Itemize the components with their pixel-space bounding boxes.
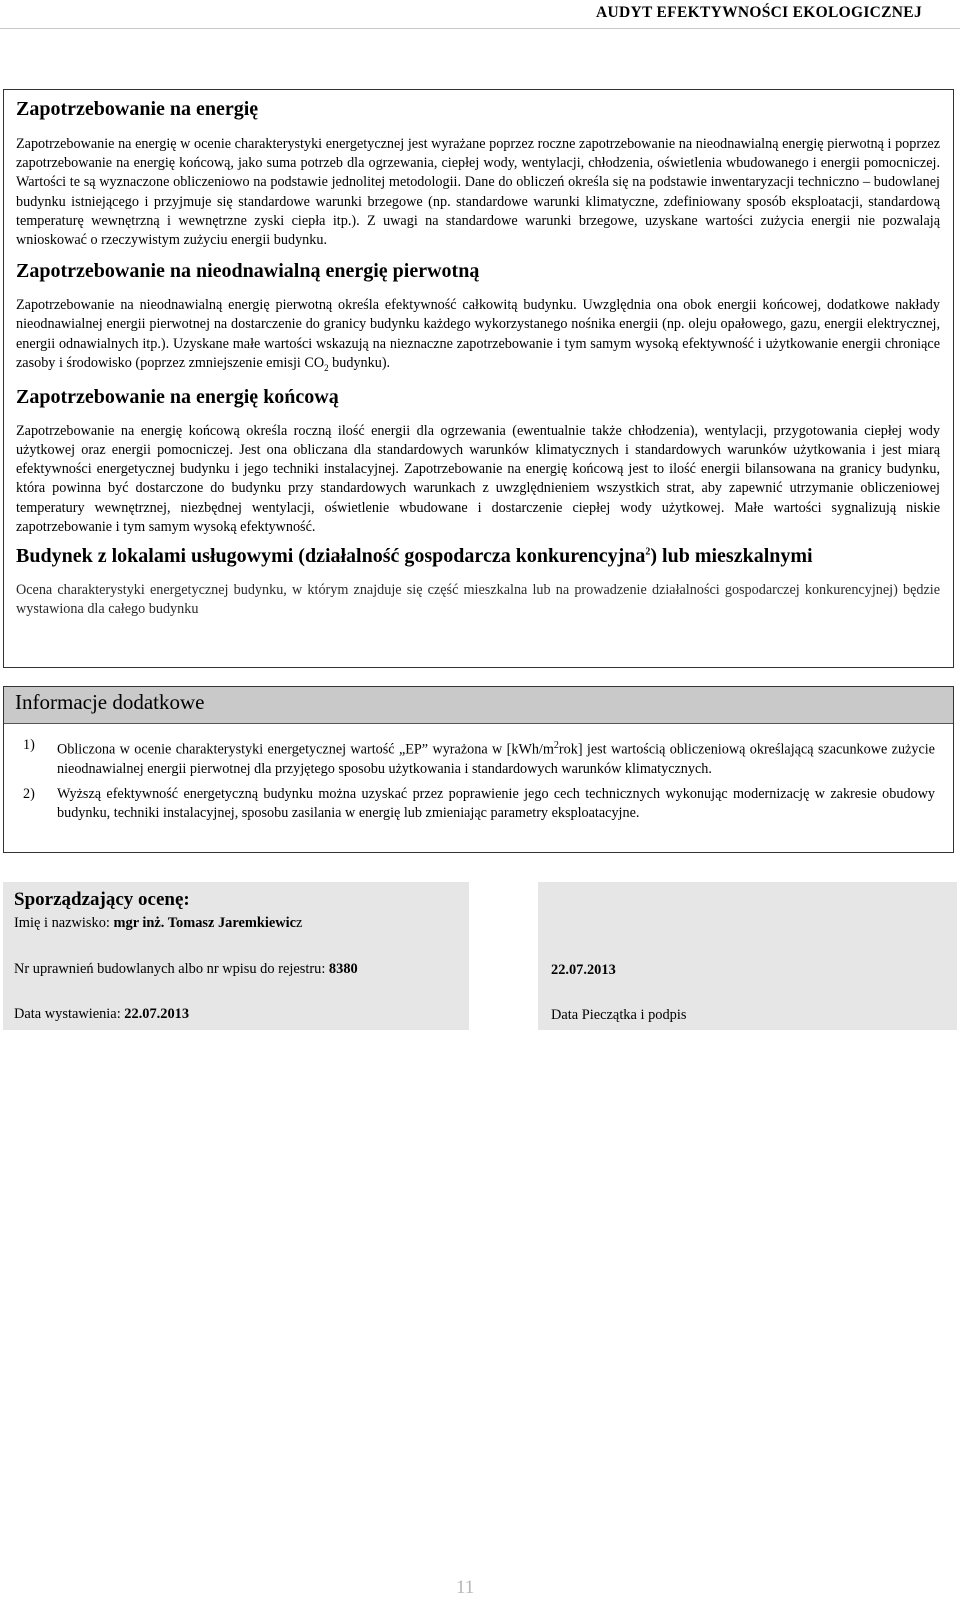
signature-date: 22.07.2013: [551, 962, 616, 978]
assessor-name: Imię i nazwisko: mgr inż. Tomasz Jaremkiewicz: [14, 915, 303, 931]
mixed-building-heading: Budynek z lokalami usługowymi (działalność gospodarcza konkurencyjna$^2$) lub mieszkalnymi: [16, 545, 813, 568]
list-item-number: 2): [23, 786, 35, 803]
license-number: Nr uprawnień budowlanych albo nr wpisu do rejestru: 8380: [14, 961, 358, 977]
energy-heading: Zapotrzebowanie na energię: [16, 98, 259, 120]
list-item: 1) Obliczona w ocenie charakterystyki energetycznej wartość „EP” wyrażona w $[kWh/m^2rok]$ jest wartością obliczeniową określającą szacunkowe zużycie nieodnawialnej energii pierwotnej dla przyjętego sposobu użytkowania i standardowych warunków klimatycznych.: [23, 737, 935, 777]
mixed-building-text: Ocena charakterystyki energetycznej budynku, w którym znajduje się część mieszkalna lub na prowadzenie działalności gospodarczej konkurencyjnej) będzie wystawiona dla całego budynku: [16, 582, 940, 618]
energy-explanation-box: [3, 89, 954, 668]
list-item-number: 1): [23, 737, 35, 753]
energy-text: Zapotrzebowanie na energię w ocenie charakterystyki energetycznej jest wyrażane poprzez roczne zapotrzebowanie na nieodnawialną energię pierwotną i poprzez zapotrzebowanie na energię końcową, jako suma potrzeb dla ogrzewania, ciepłej wody, wentylacji, chłodzenia, oświetlenia wbudowanego i energii pomocniczej. Wartości te są wyznaczone obliczeniowo na podstawie jednolitej metodologii. Dane do obliczeń określa się na podstawie inwentaryzacji techniczno – budowlanej budynku istniejącego i przyjmuje się standardowe warunki brzegowe (np. standardowe warunki klimatyczne, zdefiniowany sposób eksploatacji, standardową temperaturę wewnętrzną i wewnętrzne zyski ciepła itp.). Z uwagi na standardowe warunki brzegowe, uzyskane wartości zużycia energii nie pozwalają wnioskować o rzeczywistym zużyciu energii budynku.: [16, 136, 940, 249]
assessor-title: Sporządzający ocenę:: [14, 889, 190, 910]
header-title: AUDYT EFEKTYWNOŚCI EKOLOGICZNEJ: [596, 4, 922, 21]
final-energy-text: Zapotrzebowanie na energię końcową określa roczną ilość energii dla ogrzewania (ewentualnie także chłodzenia), wentylacji, przygotowania ciepłej wody użytkowej oraz energii pomocniczej. Jest ona obliczana dla standardowych warunków klimatycznych i standardowych warunków użytkowania i jest miarą efektywności energetycznej budynku i jego techniki instalacyjnej. Zapotrzebowanie na energię końcową jest to ilość energii bilansowana na granicy budynku, która powinna być dostarczone do budynku przy standardowych warunkach z uwzględnieniem wszystkich strat, aby zapewnić utrzymanie obliczeniowej temperatury wewnętrznej, niezbędnej wentylacji, oświetlenie wbudowane i dostarczenie ciepłej wody użytkowej. Małe wartości sygnalizują niskie zapotrzebowanie i tym samym wysoką efektywność.: [16, 422, 940, 535]
primary-energy-heading: Zapotrzebowanie na nieodnawialną energię pierwotną: [16, 260, 480, 283]
additional-info-box: [3, 686, 954, 853]
additional-info-list: [4, 736, 953, 824]
final-energy-heading: Zapotrzebowanie na energię końcową: [16, 385, 339, 408]
signature-panel: [538, 882, 957, 1030]
signature-label: Data Pieczątka i podpis: [551, 1007, 687, 1023]
list-item: 2) Wyższą efektywność energetyczną budynku można uzyskać przez poprawienie jego cech technicznych wykonując modernizację w zakresie obudowy budynku, techniki instalacyjnej, sposobu zasilania w energię lub zmieniając parametry eksploatacyjne.: [23, 786, 935, 822]
primary-energy-text: Zapotrzebowanie na nieodnawialną energię pierwotną określa efektywność całkowitą budynku. Uwzględnia ona obok energii końcowej, dodatkowe nakłady nieodnawialnej energii pierwotnej na dostarczenie do granicy budynku każdego wykorzystanego nośnika energii (np. oleju opałowego, gazu, energii elektrycznej, energii odnawialnych itp.). Uzyskane małe wartości wskazują na nieznaczne zapotrzebowanie i tym samym wysoką efektywność i użytkowanie energii chroniące zasoby i środowisko (poprzez zmniejszenie emisji $CO_2$ budynku).: [16, 297, 940, 373]
issue-date: Data wystawienia: 22.07.2013: [14, 1006, 190, 1022]
page-number: 11: [456, 1577, 475, 1598]
header-divider: [0, 28, 960, 29]
assessor-panel: [3, 882, 469, 1030]
additional-info-title: Informacje dodatkowe: [4, 687, 953, 724]
